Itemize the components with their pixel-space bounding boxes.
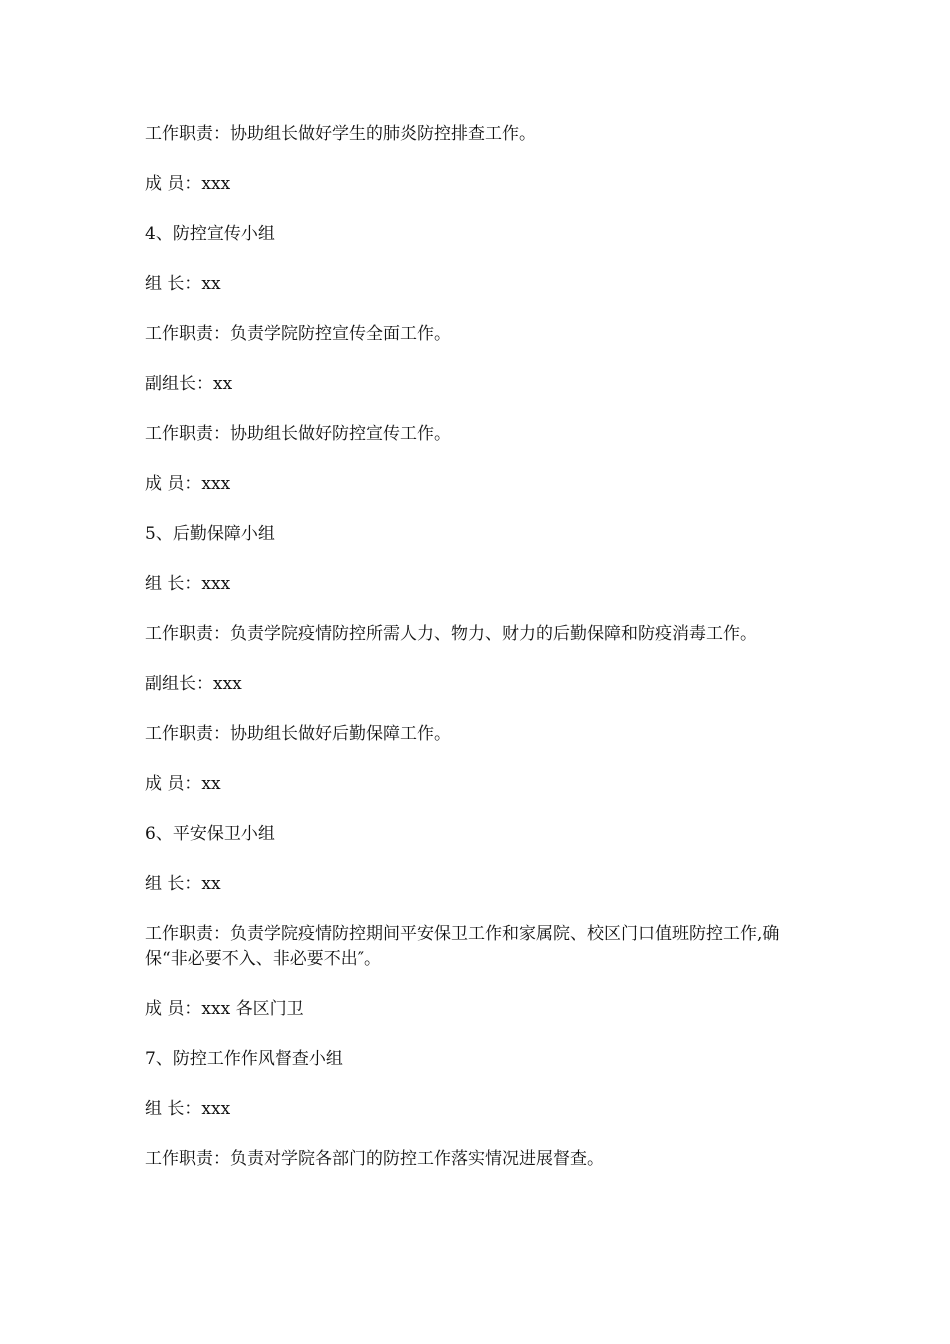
leader-line: 组 长：xxx bbox=[145, 1099, 231, 1119]
deputy-leader-line: 副组长：xx bbox=[145, 374, 233, 394]
duty-paragraph: 工作职责：协助组长做好防控宣传工作。 bbox=[145, 424, 451, 444]
member-line: 成 员：xxx bbox=[145, 174, 231, 194]
document-page bbox=[145, 122, 805, 1197]
duty-paragraph: 工作职责：协助组长做好后勤保障工作。 bbox=[145, 724, 451, 744]
duty-paragraph: 工作职责：负责学院疫情防控期间平安保卫工作和家属院、校区门口值班防控工作,确保“非必要不入、非必要不出″。 bbox=[145, 924, 780, 969]
leader-line: 组 长：xxx bbox=[145, 574, 231, 594]
duty-paragraph: 工作职责：负责学院防控宣传全面工作。 bbox=[145, 324, 451, 344]
section-heading: 5、后勤保障小组 bbox=[145, 524, 275, 544]
member-line: 成 员：xxx bbox=[145, 474, 231, 494]
deputy-leader-line: 副组长：xxx bbox=[145, 674, 242, 694]
section-heading: 7、防控工作作风督查小组 bbox=[145, 1049, 343, 1069]
duty-paragraph: 工作职责：负责对学院各部门的防控工作落实情况进展督查。 bbox=[145, 1149, 604, 1169]
member-line: 成 员：xxx 各区门卫 bbox=[145, 999, 304, 1019]
section-heading: 6、平安保卫小组 bbox=[145, 824, 275, 844]
duty-paragraph: 工作职责：协助组长做好学生的肺炎防控排查工作。 bbox=[145, 124, 536, 144]
leader-line: 组 长：xx bbox=[145, 274, 221, 294]
member-line: 成 员：xx bbox=[145, 774, 221, 794]
duty-paragraph: 工作职责：负责学院疫情防控所需人力、物力、财力的后勤保障和防疫消毒工作。 bbox=[145, 624, 757, 644]
leader-line: 组 长：xx bbox=[145, 874, 221, 894]
section-heading: 4、防控宣传小组 bbox=[145, 224, 275, 244]
